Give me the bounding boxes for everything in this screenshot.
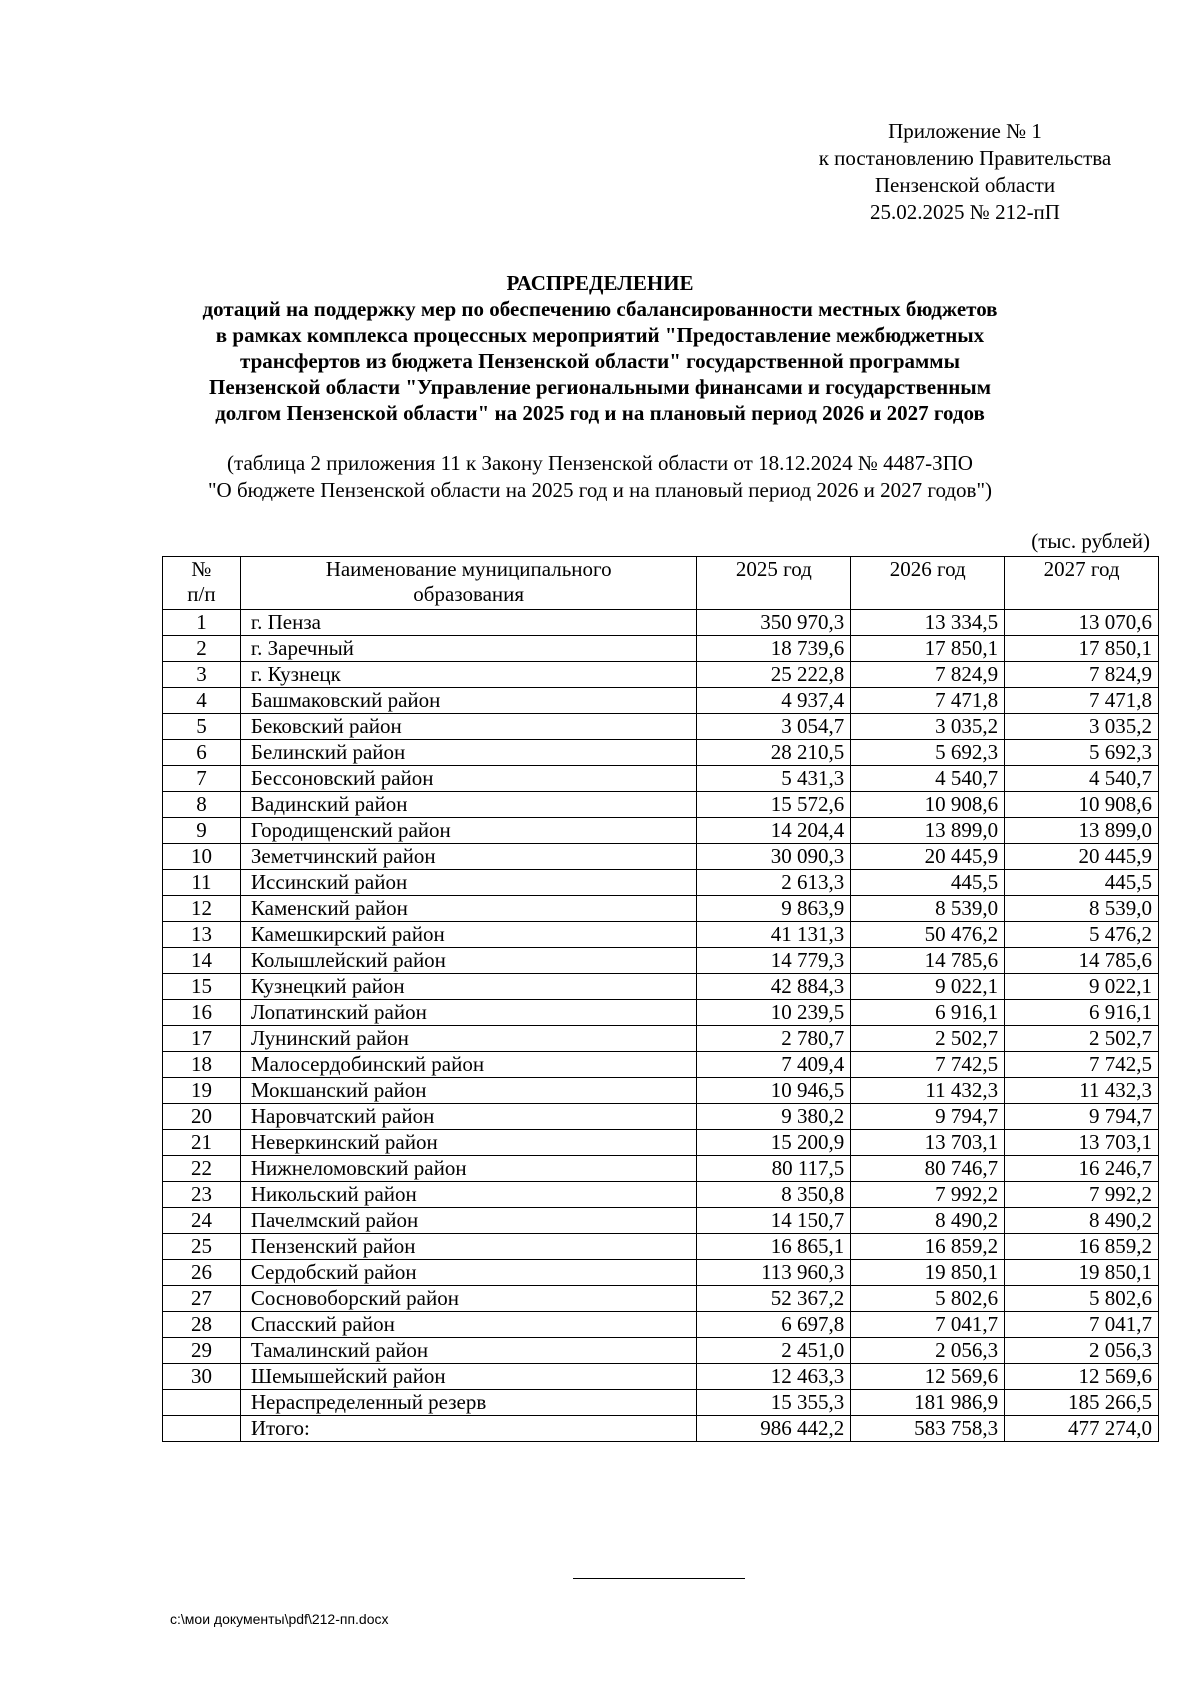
cell-name: г. Пенза — [240, 610, 697, 636]
cell-2027: 9 794,7 — [1005, 1104, 1159, 1130]
table-row — [163, 1312, 1159, 1338]
cell-2026: 13 899,0 — [851, 818, 1005, 844]
cell-2025: 10 946,5 — [697, 1078, 851, 1104]
cell-number: 25 — [163, 1234, 241, 1260]
cell-number — [163, 1416, 241, 1442]
cell-name: Бессоновский район — [240, 766, 697, 792]
table-row — [163, 714, 1159, 740]
cell-number: 4 — [163, 688, 241, 714]
cell-number: 10 — [163, 844, 241, 870]
cell-2026: 7 041,7 — [851, 1312, 1005, 1338]
cell-2025: 3 054,7 — [697, 714, 851, 740]
cell-2025: 2 613,3 — [697, 870, 851, 896]
cell-2026: 2 502,7 — [851, 1026, 1005, 1052]
cell-2026: 9 794,7 — [851, 1104, 1005, 1130]
document-title — [120, 270, 1080, 426]
table-row — [163, 1156, 1159, 1182]
cell-2025: 25 222,8 — [697, 662, 851, 688]
cell-name: Городищенский район — [240, 818, 697, 844]
cell-2026: 4 540,7 — [851, 766, 1005, 792]
table-row — [163, 1364, 1159, 1390]
cell-name: Лунинский район — [240, 1026, 697, 1052]
cell-2025: 5 431,3 — [697, 766, 851, 792]
cell-2027: 19 850,1 — [1005, 1260, 1159, 1286]
cell-2026: 50 476,2 — [851, 922, 1005, 948]
cell-2027: 477 274,0 — [1005, 1416, 1159, 1442]
cell-2026: 12 569,6 — [851, 1364, 1005, 1390]
table-row — [163, 766, 1159, 792]
cell-2027: 10 908,6 — [1005, 792, 1159, 818]
appendix-header — [790, 118, 1140, 226]
cell-number: 14 — [163, 948, 241, 974]
cell-2027: 5 692,3 — [1005, 740, 1159, 766]
cell-number: 28 — [163, 1312, 241, 1338]
table-row — [163, 896, 1159, 922]
cell-2027: 7 471,8 — [1005, 688, 1159, 714]
cell-2025: 14 204,4 — [697, 818, 851, 844]
cell-number: 2 — [163, 636, 241, 662]
header-number-line2: п/п — [187, 582, 216, 606]
cell-2025: 41 131,3 — [697, 922, 851, 948]
cell-2026: 14 785,6 — [851, 948, 1005, 974]
cell-2026: 7 992,2 — [851, 1182, 1005, 1208]
table-row — [163, 1286, 1159, 1312]
cell-2027: 2 502,7 — [1005, 1026, 1159, 1052]
cell-name: Наровчатский район — [240, 1104, 697, 1130]
cell-2027: 20 445,9 — [1005, 844, 1159, 870]
table-row — [163, 1130, 1159, 1156]
cell-2025: 7 409,4 — [697, 1052, 851, 1078]
cell-number: 22 — [163, 1156, 241, 1182]
cell-name: Сердобский район — [240, 1260, 697, 1286]
header-name — [240, 557, 697, 610]
cell-name: Белинский район — [240, 740, 697, 766]
cell-2027: 5 802,6 — [1005, 1286, 1159, 1312]
cell-number: 20 — [163, 1104, 241, 1130]
table-row — [163, 636, 1159, 662]
cell-number: 26 — [163, 1260, 241, 1286]
table-row — [163, 662, 1159, 688]
cell-2026: 80 746,7 — [851, 1156, 1005, 1182]
table-row — [163, 818, 1159, 844]
cell-2025: 80 117,5 — [697, 1156, 851, 1182]
cell-2026: 8 490,2 — [851, 1208, 1005, 1234]
cell-2025: 2 780,7 — [697, 1026, 851, 1052]
cell-number: 9 — [163, 818, 241, 844]
cell-name: Нижнеломовский район — [240, 1156, 697, 1182]
cell-2025: 15 355,3 — [697, 1390, 851, 1416]
cell-2025: 6 697,8 — [697, 1312, 851, 1338]
source-reference — [120, 450, 1080, 504]
cell-number: 7 — [163, 766, 241, 792]
cell-2027: 8 539,0 — [1005, 896, 1159, 922]
cell-2026: 20 445,9 — [851, 844, 1005, 870]
table-row — [163, 1182, 1159, 1208]
cell-name: Лопатинский район — [240, 1000, 697, 1026]
cell-2026: 7 471,8 — [851, 688, 1005, 714]
table-row — [163, 1416, 1159, 1442]
cell-2026: 5 802,6 — [851, 1286, 1005, 1312]
cell-number: 15 — [163, 974, 241, 1000]
cell-number: 1 — [163, 610, 241, 636]
cell-2026: 16 859,2 — [851, 1234, 1005, 1260]
table-row — [163, 1000, 1159, 1026]
cell-number — [163, 1390, 241, 1416]
cell-2027: 7 742,5 — [1005, 1052, 1159, 1078]
cell-name: Башмаковский район — [240, 688, 697, 714]
table-row — [163, 922, 1159, 948]
cell-2025: 30 090,3 — [697, 844, 851, 870]
cell-name: Колышлейский район — [240, 948, 697, 974]
cell-2025: 52 367,2 — [697, 1286, 851, 1312]
appendix-line: 25.02.2025 № 212-пП — [870, 200, 1060, 224]
cell-name: Неверкинский район — [240, 1130, 697, 1156]
source-line: "О бюджете Пензенской области на 2025 год и на плановый период 2026 и 2027 годов") — [207, 478, 993, 502]
cell-2026: 2 056,3 — [851, 1338, 1005, 1364]
cell-2027: 8 490,2 — [1005, 1208, 1159, 1234]
appendix-line: к постановлению Правительства — [818, 146, 1112, 170]
cell-2027: 4 540,7 — [1005, 766, 1159, 792]
cell-name: Малосердобинский район — [240, 1052, 697, 1078]
cell-number: 27 — [163, 1286, 241, 1312]
cell-2025: 42 884,3 — [697, 974, 851, 1000]
cell-2025: 14 779,3 — [697, 948, 851, 974]
cell-name: Каменский район — [240, 896, 697, 922]
cell-2027: 13 070,6 — [1005, 610, 1159, 636]
cell-2025: 15 200,9 — [697, 1130, 851, 1156]
table-row — [163, 1260, 1159, 1286]
cell-2027: 7 041,7 — [1005, 1312, 1159, 1338]
title-heading: РАСПРЕДЕЛЕНИЕ — [506, 271, 694, 295]
header-2026: 2026 год — [851, 557, 1005, 610]
cell-2027: 12 569,6 — [1005, 1364, 1159, 1390]
cell-name: г. Заречный — [240, 636, 697, 662]
cell-number: 18 — [163, 1052, 241, 1078]
cell-name: Сосновоборский район — [240, 1286, 697, 1312]
cell-name: Бековский район — [240, 714, 697, 740]
distribution-table — [162, 556, 1159, 1442]
cell-2026: 5 692,3 — [851, 740, 1005, 766]
cell-name: Земетчинский район — [240, 844, 697, 870]
table-header-row — [163, 557, 1159, 610]
title-line: в рамках комплекса процессных мероприятий "Предоставление межбюджетных — [215, 323, 985, 347]
cell-name: Камешкирский район — [240, 922, 697, 948]
cell-2026: 583 758,3 — [851, 1416, 1005, 1442]
cell-2025: 113 960,3 — [697, 1260, 851, 1286]
header-name-line1: Наименование муниципального — [325, 557, 612, 581]
cell-number: 11 — [163, 870, 241, 896]
cell-2025: 12 463,3 — [697, 1364, 851, 1390]
cell-2027: 3 035,2 — [1005, 714, 1159, 740]
table-row — [163, 1390, 1159, 1416]
cell-2026: 11 432,3 — [851, 1078, 1005, 1104]
cell-2026: 181 986,9 — [851, 1390, 1005, 1416]
cell-2027: 7 824,9 — [1005, 662, 1159, 688]
cell-2026: 19 850,1 — [851, 1260, 1005, 1286]
cell-2025: 18 739,6 — [697, 636, 851, 662]
cell-2026: 3 035,2 — [851, 714, 1005, 740]
cell-number: 13 — [163, 922, 241, 948]
table-row — [163, 792, 1159, 818]
table-row — [163, 1052, 1159, 1078]
table-body — [163, 610, 1159, 1442]
table-row — [163, 740, 1159, 766]
cell-2027: 16 246,7 — [1005, 1156, 1159, 1182]
cell-2026: 6 916,1 — [851, 1000, 1005, 1026]
cell-2026: 13 334,5 — [851, 610, 1005, 636]
cell-2025: 16 865,1 — [697, 1234, 851, 1260]
table-row — [163, 844, 1159, 870]
table-row — [163, 1026, 1159, 1052]
header-number — [163, 557, 241, 610]
cell-2027: 7 992,2 — [1005, 1182, 1159, 1208]
cell-2026: 8 539,0 — [851, 896, 1005, 922]
cell-2026: 445,5 — [851, 870, 1005, 896]
header-name-line2: образования — [413, 582, 525, 606]
cell-number: 6 — [163, 740, 241, 766]
header-2025: 2025 год — [697, 557, 851, 610]
cell-name: Пензенский район — [240, 1234, 697, 1260]
cell-2025: 8 350,8 — [697, 1182, 851, 1208]
cell-number: 5 — [163, 714, 241, 740]
units-label: (тыс. рублей) — [1031, 529, 1150, 553]
cell-2025: 2 451,0 — [697, 1338, 851, 1364]
table-row — [163, 1104, 1159, 1130]
cell-2026: 7 824,9 — [851, 662, 1005, 688]
cell-2027: 6 916,1 — [1005, 1000, 1159, 1026]
cell-number: 16 — [163, 1000, 241, 1026]
footer-file-path: c:\мои документы\pdf\212-пп.docx — [170, 1611, 389, 1627]
table-row — [163, 1338, 1159, 1364]
cell-number: 29 — [163, 1338, 241, 1364]
cell-2025: 14 150,7 — [697, 1208, 851, 1234]
cell-2027: 445,5 — [1005, 870, 1159, 896]
appendix-line: Пензенской области — [874, 173, 1056, 197]
header-number-line1: № — [191, 557, 212, 581]
cell-2025: 10 239,5 — [697, 1000, 851, 1026]
header-2027: 2027 год — [1005, 557, 1159, 610]
cell-2027: 13 899,0 — [1005, 818, 1159, 844]
cell-2026: 13 703,1 — [851, 1130, 1005, 1156]
appendix-line: Приложение № 1 — [888, 119, 1042, 143]
cell-number: 21 — [163, 1130, 241, 1156]
cell-2027: 17 850,1 — [1005, 636, 1159, 662]
table-row — [163, 1208, 1159, 1234]
table-row — [163, 688, 1159, 714]
cell-2027: 5 476,2 — [1005, 922, 1159, 948]
cell-name: Пачелмский район — [240, 1208, 697, 1234]
table-row — [163, 974, 1159, 1000]
cell-2027: 9 022,1 — [1005, 974, 1159, 1000]
cell-2027: 14 785,6 — [1005, 948, 1159, 974]
title-line: долгом Пензенской области" на 2025 год и на плановый период 2026 и 2027 годов — [215, 401, 985, 425]
title-line: трансфертов из бюджета Пензенской области" государственной программы — [240, 349, 960, 373]
title-line: дотаций на поддержку мер по обеспечению сбалансированности местных бюджетов — [202, 297, 998, 321]
cell-2027: 2 056,3 — [1005, 1338, 1159, 1364]
cell-number: 23 — [163, 1182, 241, 1208]
cell-number: 19 — [163, 1078, 241, 1104]
table-row — [163, 870, 1159, 896]
cell-name: Шемышейский район — [240, 1364, 697, 1390]
cell-2025: 15 572,6 — [697, 792, 851, 818]
cell-number: 24 — [163, 1208, 241, 1234]
cell-2027: 11 432,3 — [1005, 1078, 1159, 1104]
cell-2025: 986 442,2 — [697, 1416, 851, 1442]
cell-2027: 16 859,2 — [1005, 1234, 1159, 1260]
cell-name: Нераспределенный резерв — [240, 1390, 697, 1416]
cell-name: Кузнецкий район — [240, 974, 697, 1000]
cell-2026: 10 908,6 — [851, 792, 1005, 818]
cell-2025: 28 210,5 — [697, 740, 851, 766]
table-row — [163, 1078, 1159, 1104]
cell-name: Вадинский район — [240, 792, 697, 818]
cell-number: 3 — [163, 662, 241, 688]
cell-2027: 13 703,1 — [1005, 1130, 1159, 1156]
title-line: Пензенской области "Управление региональными финансами и государственным — [208, 375, 991, 399]
cell-name: Мокшанский район — [240, 1078, 697, 1104]
cell-2025: 9 380,2 — [697, 1104, 851, 1130]
table-row — [163, 610, 1159, 636]
cell-2027: 185 266,5 — [1005, 1390, 1159, 1416]
cell-2025: 350 970,3 — [697, 610, 851, 636]
cell-2026: 7 742,5 — [851, 1052, 1005, 1078]
cell-name: г. Кузнецк — [240, 662, 697, 688]
cell-number: 30 — [163, 1364, 241, 1390]
cell-2026: 9 022,1 — [851, 974, 1005, 1000]
end-divider — [573, 1578, 745, 1579]
cell-name: Итого: — [240, 1416, 697, 1442]
cell-2026: 17 850,1 — [851, 636, 1005, 662]
cell-name: Иссинский район — [240, 870, 697, 896]
cell-number: 17 — [163, 1026, 241, 1052]
table-row — [163, 948, 1159, 974]
cell-2025: 4 937,4 — [697, 688, 851, 714]
cell-2025: 9 863,9 — [697, 896, 851, 922]
cell-name: Никольский район — [240, 1182, 697, 1208]
cell-name: Спасский район — [240, 1312, 697, 1338]
source-line: (таблица 2 приложения 11 к Закону Пензенской области от 18.12.2024 № 4487-ЗПО — [227, 451, 973, 475]
cell-name: Тамалинский район — [240, 1338, 697, 1364]
cell-number: 8 — [163, 792, 241, 818]
table-row — [163, 1234, 1159, 1260]
cell-number: 12 — [163, 896, 241, 922]
